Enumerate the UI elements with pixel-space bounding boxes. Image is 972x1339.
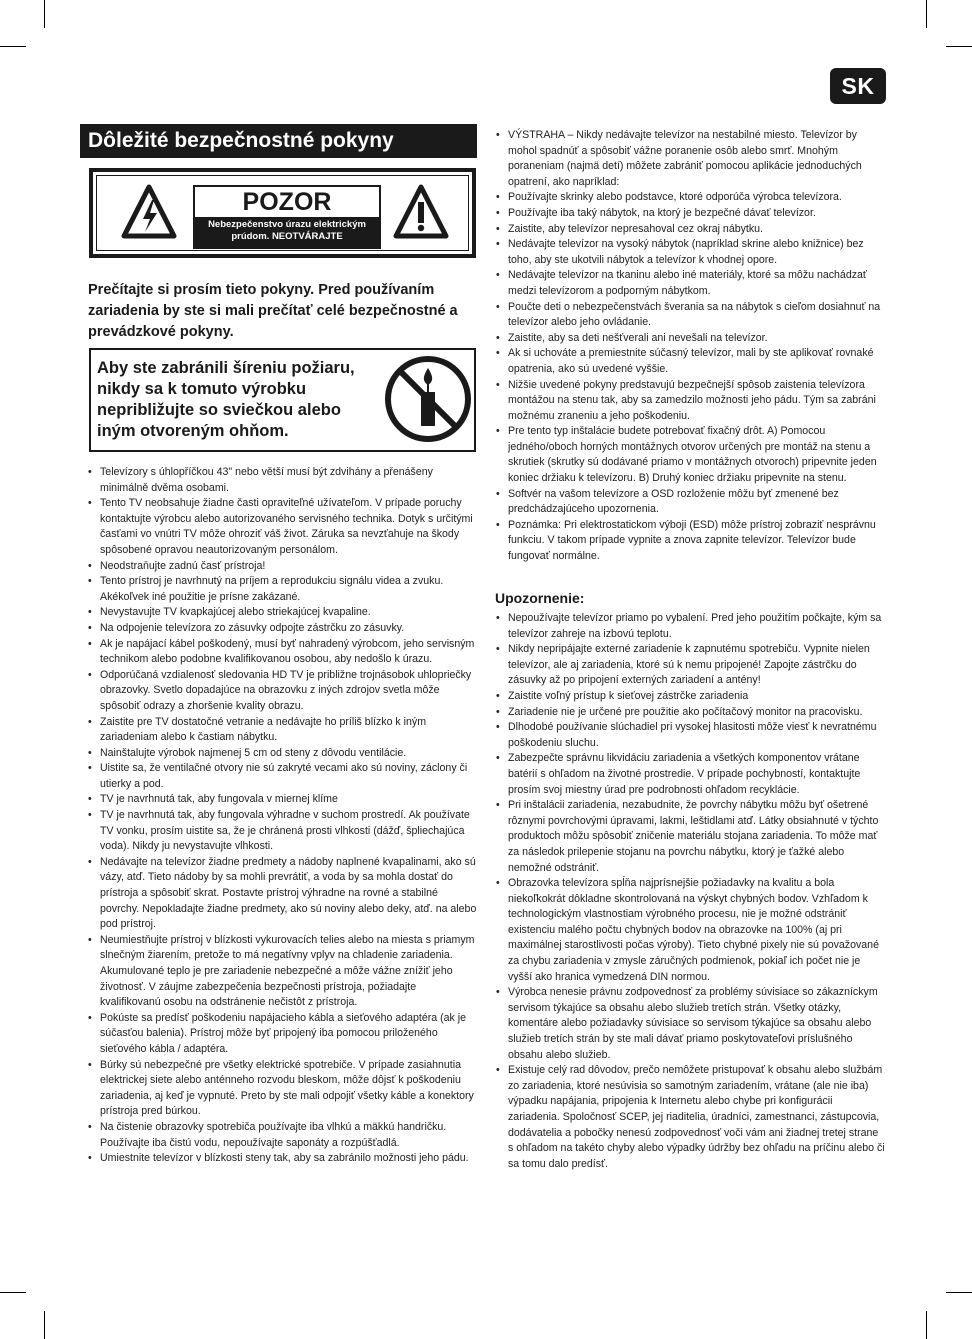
warning-frame xyxy=(96,175,469,251)
list-item: • Nedávajte na televízor žiadne predmety a nádoby naplnené kvapalinami, ako sú vázy, atď. Tieto nádoby by sa mohli prevrátiť, a voda by sa mohla dostať do prístroja a spôsobiť skrat. Postavte prístroj výhradne na rovné a stabilné povrchy. Nepokladajte žiadne predmety, ako sú noviny alebo deky, atď. na alebo pod prístroj. xyxy=(86,855,478,933)
list-item: • Búrky sú nebezpečné pre všetky elektrické spotrebiče. V prípade zasiahnutia elektrickej siete alebo anténneho rozvodu bleskom, môže dôjsť k poškodeniu zariadenia, aj keď je vypnuté. Preto by ste mali odpojiť všetky káble a konektory prístroja pred búrkou. xyxy=(86,1058,478,1120)
list-item: • Zaistite, aby televízor nepresahoval cez okraj nábytku. xyxy=(494,222,886,238)
list-item: • Tento TV neobsahuje žiadne časti opraviteľné užívateľom. V prípade poruchy kontaktujte výrobcu alebo autorizovaného servisného technika. Dotyk s určitými časťami vo vnútri TV môže ohroziť váš život. Záruka sa nevzťahuje na škody spôsobené opravou neautorizovaným personálom. xyxy=(86,496,478,558)
pozor-label xyxy=(193,185,381,249)
list-item: • Zaistite, aby sa deti nešťverali ani nevešali na televízor. xyxy=(494,331,886,347)
right-bullet-list xyxy=(494,128,886,565)
list-item: • Používajte skrinky alebo podstavce, ktoré odporúča výrobca televízora. xyxy=(494,190,886,206)
crop-mark xyxy=(926,1311,927,1339)
crop-mark xyxy=(44,1311,45,1339)
crop-mark xyxy=(946,1292,972,1293)
list-item: • Odporúčaná vzdialenosť sledovania HD TV je približne trojnásobok uhlopriečky obrazovky. Svetlo dopadajúce na obrazovku z iných zdrojov svetla môže spôsobiť odrazy a zhoršenie kvality obrazu. xyxy=(86,668,478,715)
list-item: • Televízory s úhlopříčkou 43" nebo větší musí být zdvihány a přenášeny minimálně dvěma osobami. xyxy=(86,465,478,496)
crop-mark xyxy=(0,46,26,47)
list-item: • Nedávajte televízor na vysoký nábytok (napríklad skrine alebo knižnice) bez toho, aby ste ukotvili nábytok a televízor k vhodnej opore. xyxy=(494,237,886,268)
list-item: • Nainštalujte výrobok najmenej 5 cm od steny z dôvodu ventilácie. xyxy=(86,746,478,762)
page-title: Dôležité bezpečnostné pokyny xyxy=(80,124,477,158)
list-item: • Výrobca nenesie právnu zodpovednosť za problémy súvisiace so zákazníckym servisom týkajúce sa obsahu alebo služieb tretích strán. Všetky otázky, komentáre alebo požiadavky súvisiace so servisom týkajúce sa obsahu alebo služieb tretích strán by ste mali dávať priamo poskytovateľovi príslušného obsahu alebo služieb. xyxy=(494,985,886,1063)
list-item: • Neodstraňujte zadnú časť prístroja! xyxy=(86,559,478,575)
crop-mark xyxy=(44,0,45,28)
list-item: • Na odpojenie televízora zo zásuvky odpojte zástrčku zo zásuvky. xyxy=(86,621,478,637)
list-item: • TV je navrhnutá tak, aby fungovala v miernej klíme xyxy=(86,792,478,808)
lightning-warning-icon xyxy=(121,184,177,240)
list-item: • Používajte iba taký nábytok, na ktorý je bezpečné dávať televízor. xyxy=(494,206,886,222)
list-item: • Neumiestňujte prístroj v blízkosti vykurovacích telies alebo na miesta s priamym slnečným žiarením, pretože to má negatívny vplyv na chladenie zariadenia. Akumulované teplo je pre zariadenie nebezpečné a môže vážne znížiť jeho životnosť. V záujme zabezpečenia bezpečnosti prístroja, požiadajte kvalifikovanú osobu na odstránenie nečistôt z prístroja. xyxy=(86,933,478,1011)
list-item: • Na čistenie obrazovky spotrebiča používajte iba vlhkú a mäkkú handričku. Používajte iba čistú vodu, nepoužívajte saponáty a rozpúšťadlá. xyxy=(86,1120,478,1151)
list-item: • Uistite sa, že ventilačné otvory nie sú zakryté vecami ako sú noviny, záclony či utierky a pod. xyxy=(86,761,478,792)
list-item: • Pri inštalácii zariadenia, nezabudnite, že povrchy nábytku môžu byť ošetrené rôznymi povrchovými úpravami, lakmi, leštidlami atď. Látky obsiahnuté v týchto produktoch môžu spôsobiť zničenie materiálu stojana zariadenia. To môže mať za následok prilepenie stojanu na povrchu nábytku, ktorý je ťažké alebo nemožné odstrániť. xyxy=(494,798,886,876)
left-bullet-list xyxy=(86,465,478,1167)
notice-bullet-list xyxy=(494,611,886,1172)
language-badge: SK xyxy=(830,68,886,104)
exclamation-warning-icon xyxy=(393,184,449,240)
list-item: • Tento prístroj je navrhnutý na príjem a reprodukciu signálu videa a zvuku. Akékoľvek iné použitie je prísne zakázané. xyxy=(86,574,478,605)
crop-mark xyxy=(926,0,927,28)
list-item: • Dlhodobé používanie slúchadiel pri vysokej hlasitosti môže viesť k nevratnému poškodeniu sluchu. xyxy=(494,720,886,751)
crop-mark xyxy=(946,46,972,47)
list-item: • Pre tento typ inštalácie budete potrebovať fixačný drôt. A) Pomocou jedného/oboch horných montážnych otvorov určených pre montáž na stenu a skrutiek (skrutky sú dodávané priamo v montážnych otvoroch) pripevnite jeden koniec držiaku k televízoru. B) Druhý koniec držiaku pripevnite na stenu. xyxy=(494,424,886,486)
pozor-subtext-line1: Nebezpečenstvo úrazu elektrickým xyxy=(208,219,366,230)
list-item: • Zabezpečte správnu likvidáciu zariadenia a všetkých komponentov vrátane batérií s ohľadom na životné prostredie. V prípade pochybností, kontaktujte prosím svoj miestny úrad pre podrobnosti ohľadom recyklácie. xyxy=(494,751,886,798)
list-item: • Obrazovka televízora spĺňa najprísnejšie požiadavky na kvalitu a bola niekoľkokrát dôkladne skontrolovaná na výskyt chybných bodov. Vzhľadom k technologickým vlastnostiam výrobného procesu, nie je možné odstrániť existenciu malého počtu chybných bodov na obrazovke na 100% (aj pri maximálnej starostlivosti počas výroby). Tieto chybné pixely nie sú považované za chybu zariadenia v zmysle záručných podmienok, pokiaľ ich počet nie je vyšší ako hranica vymedzená DIN normou. xyxy=(494,876,886,985)
list-item: • Softvér na vašom televízore a OSD rozloženie môžu byť zmenené bez predchádzajúceho upozornenia. xyxy=(494,487,886,518)
pozor-subtext xyxy=(195,217,379,247)
list-item: • TV je navrhnutá tak, aby fungovala výhradne v suchom prostredí. Ak používate TV vonku, prosím uistite sa, že je chránená prosti vlhkosti (dážď, špliechajúca voda). Nikdy ju nevystavujte vlhkosti. xyxy=(86,808,478,855)
list-item: • Nižšie uvedené pokyny predstavujú bezpečnejší spôsob zaistenia televízora montážou na stenu tak, aby sa zamedzilo možnosti jeho pádu. Tým sa zabráni možnému zraneniu a jeho poškodeniu. xyxy=(494,378,886,425)
list-item: • Zariadenie nie je určené pre použitie ako počítačový monitor na pracovisku. xyxy=(494,705,886,721)
list-item: • Nedávajte televízor na tkaninu alebo iné materiály, ktoré sa môžu nachádzať medzi televízorom a podporným nábytkom. xyxy=(494,268,886,299)
pozor-heading: POZOR xyxy=(242,188,332,216)
list-item: • Pokúste sa predísť poškodeniu napájacieho kábla a sieťového adaptéra (ak je súčasťou balenia). Prístroj môže byť pripojený iba pomocou priloženého sieťového kábla / adaptéra. xyxy=(86,1011,478,1058)
electric-shock-warning xyxy=(89,168,476,258)
fire-warning-box xyxy=(89,348,476,452)
list-item: • Zaistite pre TV dostatočné vetranie a nedávajte ho príliš blízko k iným zariadeniam alebo k častiam nábytku. xyxy=(86,715,478,746)
list-item: • Ak si uchováte a premiestnite súčasný televízor, mali by ste aplikovať rovnaké opatrenia, ako sú uvedené vyššie. xyxy=(494,346,886,377)
fire-warning-text: Aby ste zabránili šíreniu požiaru, nikdy sa k tomuto výrobku nepribližujte so sviečkou alebo iným otvoreným ohňom. xyxy=(97,359,355,440)
no-candle-icon xyxy=(383,354,473,444)
list-item: • Zaistite voľný prístup k sieťovej zástrčke zariadenia xyxy=(494,689,886,705)
list-item: • Nevystavujte TV kvapkajúcej alebo striekajúcej kvapaline. xyxy=(86,605,478,621)
list-item: • Poučte deti o nebezpečenstvách šverania sa na nábytok s cieľom dosiahnuť na televízor alebo jeho ovládanie. xyxy=(494,300,886,331)
notice-heading: Upozornenie: xyxy=(495,590,585,606)
list-item: • VÝSTRAHA – Nikdy nedávajte televízor na nestabilné miesto. Televízor by mohol spadnúť a spôsobiť vážne poranenie osôb alebo smrť. Mnohým poraneniam (najmä detí) môžete zabrániť pomocou aplikácie jednoduchých opatrení, ako napríklad: xyxy=(494,128,886,190)
crop-mark xyxy=(0,1292,26,1293)
list-item: • Nikdy nepripájajte externé zariadenie k zapnutému spotrebiču. Vypnite nielen televízor, ale aj zariadenia, ktoré sú k nemu pripojené! Zapojte zástrčku do zásuvky až po pripojení externých zariadení a antény! xyxy=(494,642,886,689)
list-item: • Nepoužívajte televízor priamo po vybalení. Pred jeho použitím počkajte, kým sa televízor zahreje na izbovú teplotu. xyxy=(494,611,886,642)
list-item: • Poznámka: Pri elektrostatickom výboji (ESD) môže prístroj zobraziť nesprávnu funkciu. V takom prípade vypnite a znova zapnite televízor. Televízor bude fungovať normálne. xyxy=(494,518,886,565)
list-item: • Ak je napájací kábel poškodený, musí byť nahradený výrobcom, jeho servisným technikom alebo podobne kvalifikovanou osobou, aby nedošlo k úrazu. xyxy=(86,637,478,668)
list-item: • Existuje celý rad dôvodov, prečo nemôžete pristupovať k obsahu alebo službám zo zariadenia, ktoré nesúvisia so samotným zariadením, vrátane (ale nie iba) výpadku napájania, pripojenia k Internetu alebo chybe pri konfigurácii zariadenia. Spoločnosť SCEP, jej riaditelia, úradníci, zamestnanci, zástupcovia, dodávatelia a pobočky nenesú zodpovednosť voči vám ani žiadnej tretej strane s ohľadom na takéto chyby alebo výpadky údržby bez ohľadu na príčinu alebo či sa tomu dalo predísť. xyxy=(494,1063,886,1172)
intro-text: Prečítajte si prosím tieto pokyny. Pred používaním zariadenia by ste si mali prečítať celé bezpečnostné a prevádzkové pokyny. xyxy=(88,282,458,340)
pozor-subtext-line2: prúdom. NEOTVÁRAJTE xyxy=(231,231,343,242)
list-item: • Umiestnite televízor v blízkosti steny tak, aby sa zabránilo možnosti jeho pádu. xyxy=(86,1151,478,1167)
